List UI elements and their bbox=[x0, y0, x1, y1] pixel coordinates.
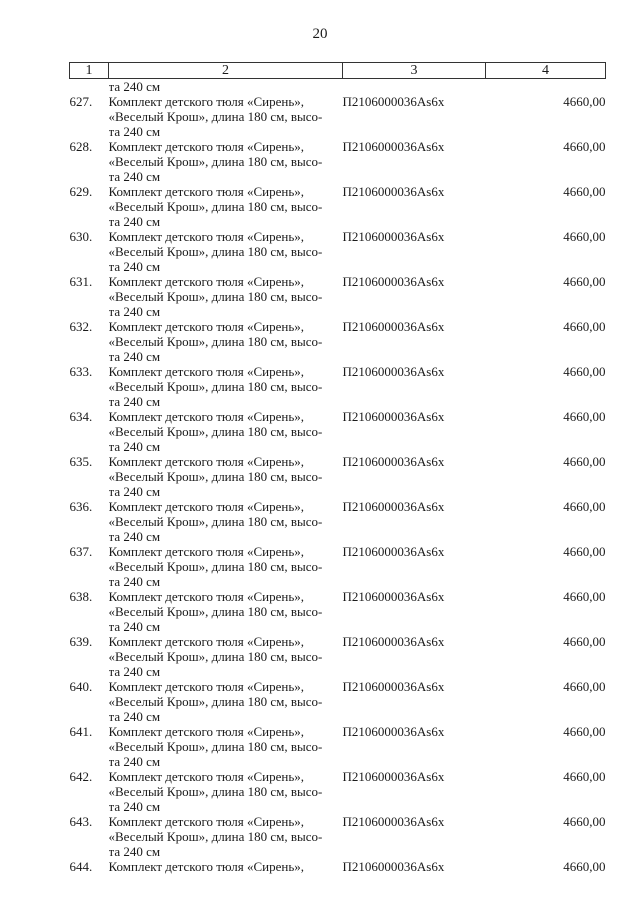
item-name-line: «Веселый Крош», длина 180 см, высо- bbox=[108, 289, 323, 304]
item-name-line: та 240 см bbox=[108, 844, 161, 859]
item-name-line: «Веселый Крош», длина 180 см, высо- bbox=[108, 334, 323, 349]
item-price: 4660,00 bbox=[563, 184, 606, 199]
table-row bbox=[70, 859, 606, 875]
item-name-line: та 240 см bbox=[108, 664, 161, 679]
row-number: 639. bbox=[69, 634, 93, 649]
item-name bbox=[109, 454, 343, 499]
item-name-line: та 240 см bbox=[108, 754, 161, 769]
item-name-line: та 240 см bbox=[108, 529, 161, 544]
item-name-line: Комплект детского тюля «Сирень», bbox=[108, 589, 305, 604]
row-number: 628. bbox=[69, 139, 93, 154]
row-number: 632. bbox=[69, 319, 93, 334]
row-number: 627. bbox=[69, 94, 93, 109]
item-name bbox=[109, 499, 343, 544]
item-name bbox=[109, 409, 343, 454]
item-name-line: Комплект детского тюля «Сирень», bbox=[108, 229, 305, 244]
table-row bbox=[70, 814, 606, 859]
item-price: 4660,00 bbox=[563, 724, 606, 739]
column-header: 4 bbox=[486, 63, 606, 79]
item-name-line: Комплект детского тюля «Сирень», bbox=[108, 409, 305, 424]
item-price: 4660,00 bbox=[563, 274, 606, 289]
item-price: 4660,00 bbox=[563, 634, 606, 649]
item-name-line: «Веселый Крош», длина 180 см, высо- bbox=[108, 514, 323, 529]
item-name bbox=[109, 184, 343, 229]
item-name-line: «Веселый Крош», длина 180 см, высо- bbox=[108, 379, 323, 394]
item-code: П2106000036Аs6x bbox=[342, 859, 445, 874]
item-name-line: та 240 см bbox=[108, 439, 161, 454]
item-name-line: «Веселый Крош», длина 180 см, высо- bbox=[108, 694, 323, 709]
row-number: 635. bbox=[69, 454, 93, 469]
table-row bbox=[70, 274, 606, 319]
item-price: 4660,00 bbox=[563, 814, 606, 829]
item-name-line: «Веселый Крош», длина 180 см, высо- bbox=[108, 424, 323, 439]
item-name-line: та 240 см bbox=[108, 574, 161, 589]
continuation-text: та 240 см bbox=[108, 79, 161, 94]
item-name-line: та 240 см bbox=[108, 169, 161, 184]
item-code: П2106000036Аs6x bbox=[342, 679, 445, 694]
item-name-line: Комплект детского тюля «Сирень», bbox=[108, 184, 305, 199]
item-name-line: Комплект детского тюля «Сирень», bbox=[108, 319, 305, 334]
item-code: П2106000036Аs6x bbox=[342, 94, 445, 109]
item-name-line: та 240 см bbox=[108, 799, 161, 814]
item-name-line: Комплект детского тюля «Сирень», bbox=[108, 364, 305, 379]
item-name bbox=[109, 94, 343, 139]
item-code: П2106000036Аs6x bbox=[342, 634, 445, 649]
item-code: П2106000036Аs6x bbox=[342, 724, 445, 739]
item-name bbox=[109, 859, 343, 875]
row-number: 633. bbox=[69, 364, 93, 379]
item-name-line: «Веселый Крош», длина 180 см, высо- bbox=[108, 469, 323, 484]
item-name-line: Комплект детского тюля «Сирень», bbox=[108, 139, 305, 154]
item-price: 4660,00 bbox=[563, 319, 606, 334]
item-name-line: та 240 см bbox=[108, 124, 161, 139]
table-row bbox=[70, 319, 606, 364]
table-row bbox=[70, 499, 606, 544]
item-name-line: та 240 см bbox=[108, 259, 161, 274]
row-number: 640. bbox=[69, 679, 93, 694]
item-name-line: «Веселый Крош», длина 180 см, высо- bbox=[108, 784, 323, 799]
table-header-row bbox=[70, 63, 606, 79]
item-name bbox=[109, 274, 343, 319]
table-row bbox=[70, 769, 606, 814]
item-name-line: та 240 см bbox=[108, 619, 161, 634]
item-name-line: та 240 см bbox=[108, 709, 161, 724]
item-code: П2106000036Аs6x bbox=[342, 364, 445, 379]
item-name-line: Комплект детского тюля «Сирень», bbox=[108, 769, 305, 784]
item-name bbox=[109, 724, 343, 769]
table-row bbox=[70, 94, 606, 139]
item-price: 4660,00 bbox=[563, 454, 606, 469]
item-name bbox=[109, 544, 343, 589]
item-price: 4660,00 bbox=[563, 589, 606, 604]
item-name bbox=[109, 634, 343, 679]
items-table bbox=[69, 62, 606, 875]
row-number: 643. bbox=[69, 814, 93, 829]
table-row bbox=[70, 184, 606, 229]
item-code: П2106000036Аs6x bbox=[342, 184, 445, 199]
table-body bbox=[70, 79, 606, 876]
item-name-line: Комплект детского тюля «Сирень», bbox=[108, 544, 305, 559]
item-code: П2106000036Аs6x bbox=[342, 814, 445, 829]
row-number: 637. bbox=[69, 544, 93, 559]
item-price: 4660,00 bbox=[563, 229, 606, 244]
row-number: 638. bbox=[69, 589, 93, 604]
item-name-line: та 240 см bbox=[108, 304, 161, 319]
item-price: 4660,00 bbox=[563, 859, 606, 874]
item-name bbox=[109, 364, 343, 409]
item-name-line: Комплект детского тюля «Сирень», bbox=[108, 454, 305, 469]
table-row bbox=[70, 229, 606, 274]
row-number: 630. bbox=[69, 229, 93, 244]
item-price: 4660,00 bbox=[563, 499, 606, 514]
item-price: 4660,00 bbox=[563, 139, 606, 154]
item-name-line: «Веселый Крош», длина 180 см, высо- bbox=[108, 829, 323, 844]
item-name-line: Комплект детского тюля «Сирень», bbox=[108, 724, 305, 739]
column-header: 1 bbox=[70, 63, 109, 79]
item-name-line: Комплект детского тюля «Сирень», bbox=[108, 814, 305, 829]
item-price: 4660,00 bbox=[563, 769, 606, 784]
table-row bbox=[70, 724, 606, 769]
item-name-line: «Веселый Крош», длина 180 см, высо- bbox=[108, 199, 323, 214]
item-name-line: та 240 см bbox=[108, 394, 161, 409]
item-name-line: «Веселый Крош», длина 180 см, высо- bbox=[108, 559, 323, 574]
row-number: 644. bbox=[69, 859, 93, 874]
item-code: П2106000036Аs6x bbox=[342, 769, 445, 784]
row-number: 631. bbox=[69, 274, 93, 289]
table-row bbox=[70, 634, 606, 679]
item-code: П2106000036Аs6x bbox=[342, 229, 445, 244]
item-code: П2106000036Аs6x bbox=[342, 544, 445, 559]
item-name bbox=[109, 679, 343, 724]
item-price: 4660,00 bbox=[563, 364, 606, 379]
item-name-line: «Веселый Крош», длина 180 см, высо- bbox=[108, 649, 323, 664]
row-number: 636. bbox=[69, 499, 93, 514]
item-code: П2106000036Аs6x bbox=[342, 409, 445, 424]
row-number: 641. bbox=[69, 724, 93, 739]
item-price: 4660,00 bbox=[563, 94, 606, 109]
column-header: 2 bbox=[109, 63, 343, 79]
item-name bbox=[109, 139, 343, 184]
table-row bbox=[70, 589, 606, 634]
item-name-line: «Веселый Крош», длина 180 см, высо- bbox=[108, 604, 323, 619]
table-row bbox=[70, 364, 606, 409]
item-name-line: та 240 см bbox=[108, 349, 161, 364]
column-header: 3 bbox=[343, 63, 486, 79]
item-code: П2106000036Аs6x bbox=[342, 139, 445, 154]
item-code: П2106000036Аs6x bbox=[342, 589, 445, 604]
item-code: П2106000036Аs6x bbox=[342, 319, 445, 334]
item-name bbox=[109, 589, 343, 634]
row-number: 629. bbox=[69, 184, 93, 199]
table-row bbox=[70, 139, 606, 184]
item-name bbox=[109, 229, 343, 274]
item-price: 4660,00 bbox=[563, 409, 606, 424]
item-price: 4660,00 bbox=[563, 679, 606, 694]
item-name-line: Комплект детского тюля «Сирень», bbox=[108, 859, 305, 874]
item-name-line: Комплект детского тюля «Сирень», bbox=[108, 499, 305, 514]
table-row bbox=[70, 409, 606, 454]
table-row bbox=[70, 544, 606, 589]
continuation-row bbox=[70, 79, 606, 95]
row-number: 642. bbox=[69, 769, 93, 784]
item-name-line: Комплект детского тюля «Сирень», bbox=[108, 634, 305, 649]
item-code: П2106000036Аs6x bbox=[342, 274, 445, 289]
row-number: 634. bbox=[69, 409, 93, 424]
item-name-line: «Веселый Крош», длина 180 см, высо- bbox=[108, 244, 323, 259]
item-name-line: та 240 см bbox=[108, 484, 161, 499]
item-name bbox=[109, 814, 343, 859]
table-row bbox=[70, 454, 606, 499]
table-row bbox=[70, 679, 606, 724]
item-code: П2106000036Аs6x bbox=[342, 499, 445, 514]
item-name-line: «Веселый Крош», длина 180 см, высо- bbox=[108, 739, 323, 754]
item-name bbox=[109, 319, 343, 364]
item-name-line: Комплект детского тюля «Сирень», bbox=[108, 679, 305, 694]
item-price: 4660,00 bbox=[563, 544, 606, 559]
item-name-line: Комплект детского тюля «Сирень», bbox=[108, 274, 305, 289]
item-name-line: та 240 см bbox=[108, 214, 161, 229]
page-number: 20 bbox=[312, 26, 328, 42]
item-name-line: Комплект детского тюля «Сирень», bbox=[108, 94, 305, 109]
item-name-line: «Веселый Крош», длина 180 см, высо- bbox=[108, 154, 323, 169]
item-code: П2106000036Аs6x bbox=[342, 454, 445, 469]
item-name bbox=[109, 769, 343, 814]
item-name-line: «Веселый Крош», длина 180 см, высо- bbox=[108, 109, 323, 124]
